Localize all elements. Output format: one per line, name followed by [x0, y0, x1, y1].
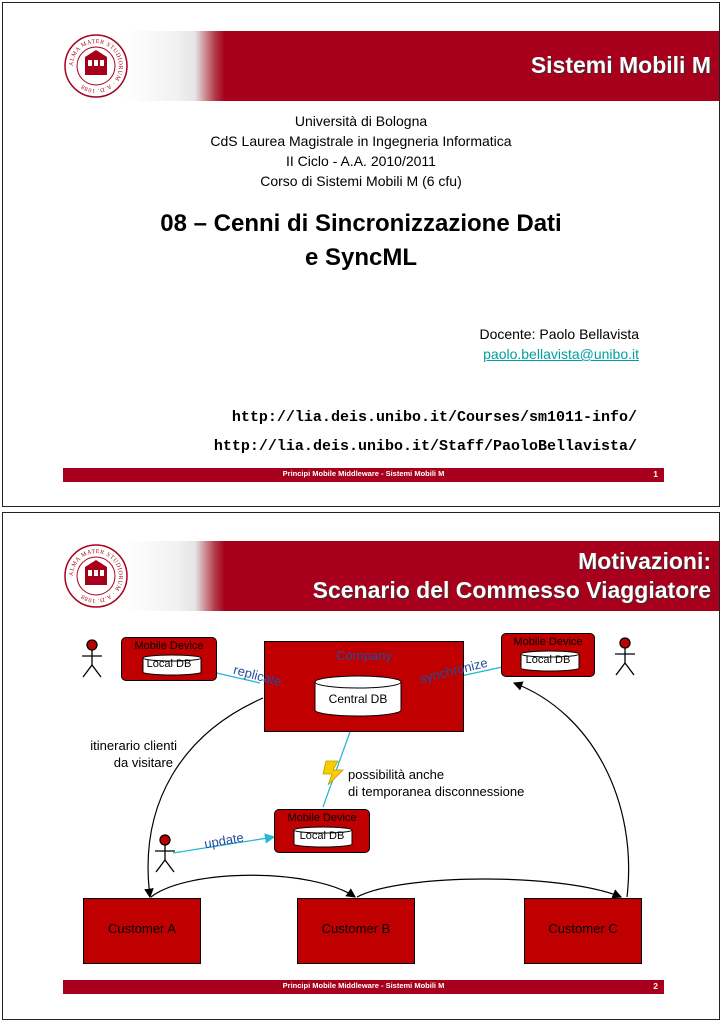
customer-b-label: Customer B [321, 921, 391, 936]
degree-course: CdS Laurea Magistrale in Ingegneria Informatica [210, 133, 512, 149]
company-label: Company [336, 648, 392, 663]
teacher-name: Docente: Paolo Bellavista [479, 326, 639, 342]
page-number: 1 [653, 469, 658, 479]
mobile-device-left [121, 637, 217, 681]
replicate-label: replicate [231, 661, 284, 690]
customer-c-label: Customer C [548, 921, 618, 936]
mobile-device-label: Mobile Device [287, 812, 357, 824]
footer-text: Principi Mobile Middleware - Sistemi Mobili M [282, 469, 445, 478]
customer-b-box [297, 898, 415, 964]
synchronize-label: synchronize [418, 654, 490, 687]
svg-text:ALMA MATER STUDIORUM · A.D. 10: ALMA MATER STUDIORUM · A.D. 1088 [68, 548, 124, 604]
header-title: Sistemi Mobili M [530, 52, 711, 78]
university-seal-logo [63, 33, 129, 99]
customer-a-label: Customer A [108, 921, 176, 936]
mobile-device-right [501, 633, 595, 677]
person-left-icon [82, 640, 102, 677]
person-bottom-icon [155, 835, 175, 872]
slide-title-line1: Motivazioni: [578, 548, 711, 574]
footer-bar [63, 468, 664, 482]
local-db-label: Local DB [299, 830, 345, 842]
itinerario-line1: itinerario clienti [90, 738, 177, 753]
mobile-device-bottom [274, 809, 370, 853]
mobile-device-label: Mobile Device [513, 636, 583, 648]
disconnect-line1: possibilità anche [348, 767, 445, 782]
disconnect-line2: di temporanea disconnessione [348, 784, 525, 799]
update-label: update [202, 829, 245, 852]
lightning-icon [323, 761, 343, 785]
local-db-label: Local DB [146, 658, 192, 670]
course-name: Corso di Sistemi Mobili M (6 cfu) [260, 173, 462, 189]
slide-title-line2: Scenario del Commesso Viaggiatore [312, 577, 711, 603]
course-url[interactable]: http://lia.deis.unibo.it/Courses/sm1011-info/ [231, 409, 637, 426]
slide-1 [2, 2, 720, 507]
itinerario-line2: da visitare [113, 755, 173, 770]
customer-c-box [524, 898, 642, 964]
central-db-label: Central DB [328, 692, 388, 706]
slide-2 [2, 512, 720, 1020]
page-number: 2 [653, 981, 658, 991]
footer-bar [63, 980, 664, 994]
staff-url[interactable]: http://lia.deis.unibo.it/Staff/PaoloBellavista/ [213, 438, 637, 455]
university-name: Università di Bologna [294, 113, 428, 129]
customer-a-box [83, 898, 201, 964]
lecture-title-line1: 08 – Cenni di Sincronizzazione Dati [160, 210, 562, 237]
lecture-title-line2: e SyncML [304, 244, 418, 271]
company-box [264, 641, 464, 732]
academic-year: II Ciclo - A.A. 2010/2011 [286, 153, 436, 169]
email-link[interactable]: paolo.bellavista@unibo.it [483, 346, 639, 362]
svg-text:ALMA MATER STUDIORUM · A.D. 10: ALMA MATER STUDIORUM · A.D. 1088 [68, 38, 124, 94]
mobile-device-label: Mobile Device [134, 640, 204, 652]
header-banner [125, 31, 719, 101]
footer-text: Principi Mobile Middleware - Sistemi Mobili M [282, 981, 445, 990]
local-db-label: Local DB [525, 654, 571, 666]
person-right-icon [615, 638, 635, 675]
